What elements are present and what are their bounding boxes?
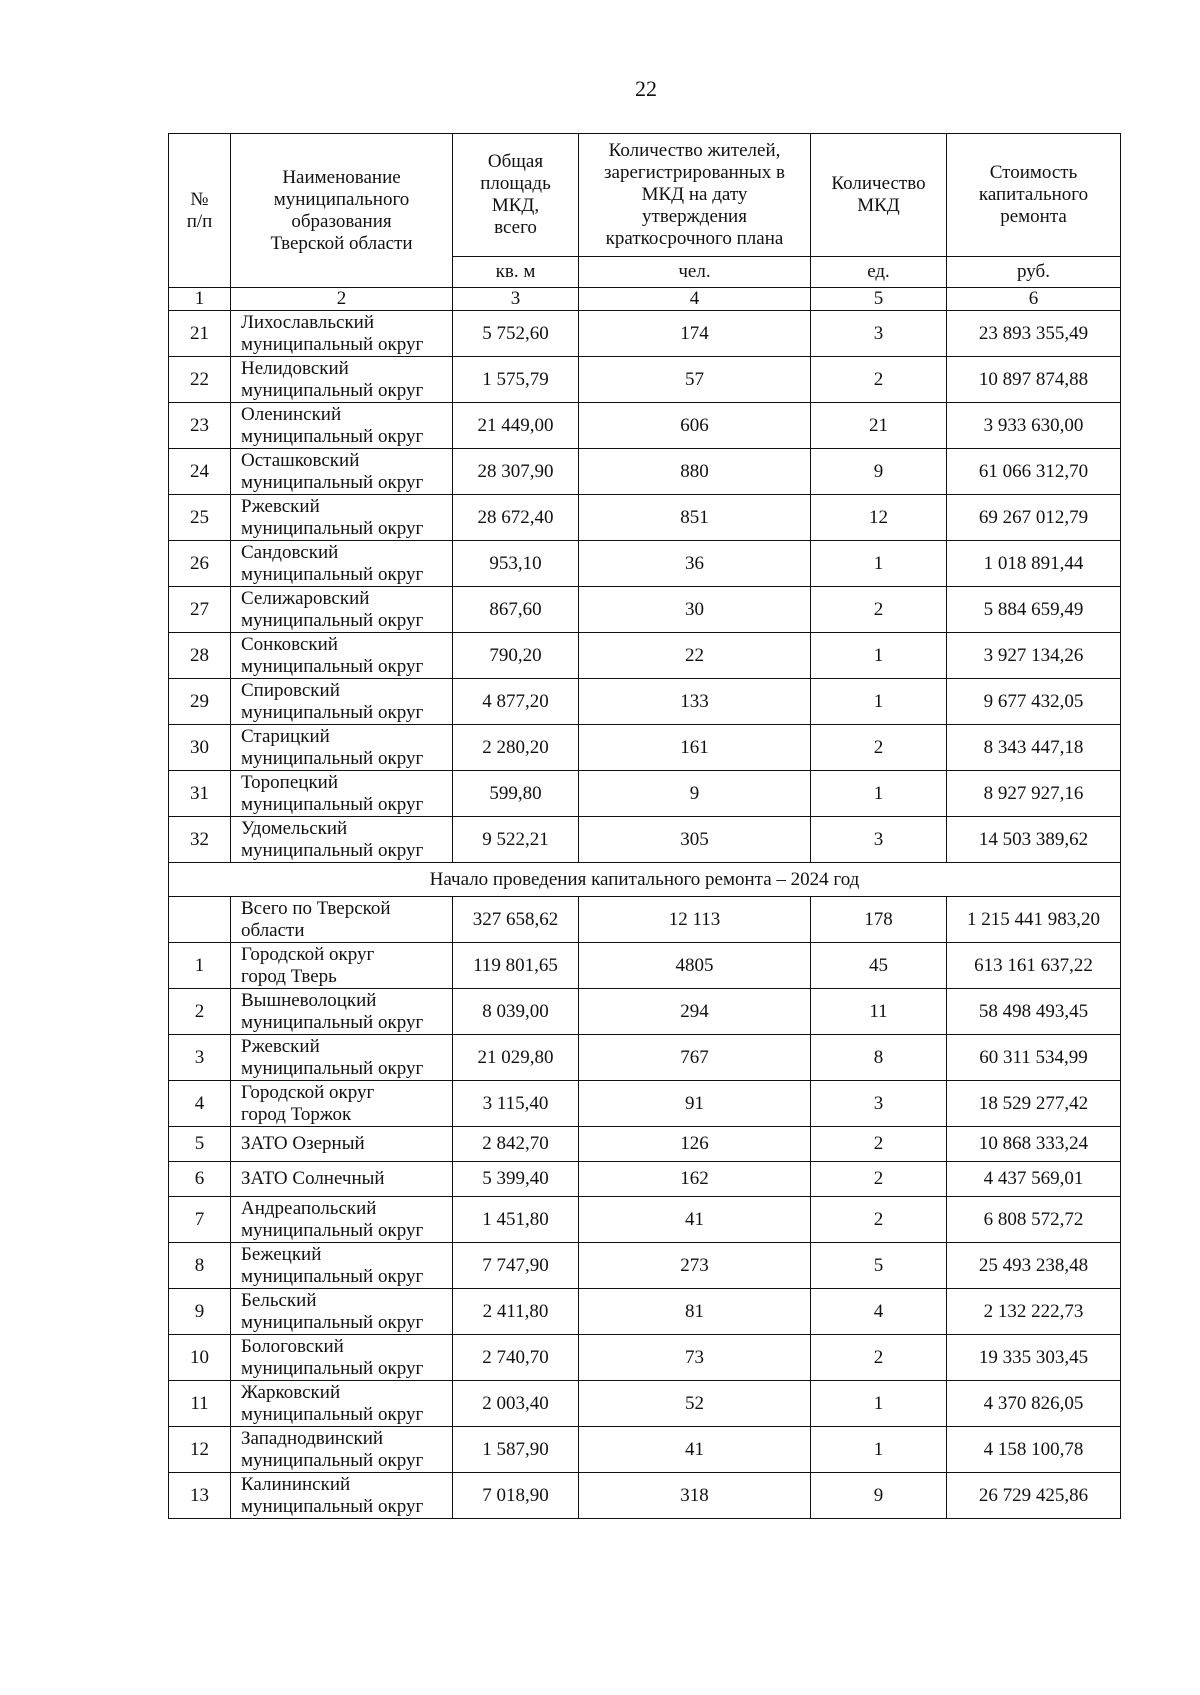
table-row (169, 1127, 1121, 1162)
row-residents: 305 (579, 817, 811, 863)
row-residents: 294 (579, 989, 811, 1035)
table-row (169, 1162, 1121, 1197)
municipality-name-line2: муниципальный округ (241, 1357, 424, 1379)
row-area: 119 801,65 (453, 943, 579, 989)
row-cost: 10 868 333,24 (947, 1127, 1121, 1162)
unit-count: ед. (811, 257, 947, 288)
row-cost: 2 132 222,73 (947, 1289, 1121, 1335)
row-number: 11 (169, 1381, 231, 1427)
row-residents: 41 (579, 1427, 811, 1473)
row-residents: 767 (579, 1035, 811, 1081)
table-row (169, 1035, 1121, 1081)
row-count: 2 (811, 1335, 947, 1381)
municipality-name (231, 1427, 453, 1473)
colnum: 6 (947, 288, 1121, 311)
table-row (169, 1381, 1121, 1427)
table-row (169, 633, 1121, 679)
municipality-name-line1: Бологовский (241, 1335, 344, 1357)
row-area: 1 451,80 (453, 1197, 579, 1243)
row-count: 11 (811, 989, 947, 1035)
page-number: 22 (635, 76, 657, 101)
row-number: 25 (169, 495, 231, 541)
header-name (231, 134, 453, 288)
row-area: 2 740,70 (453, 1335, 579, 1381)
row-number: 5 (169, 1127, 231, 1162)
municipality-name-line2: муниципальный округ (241, 1495, 424, 1517)
table-row (169, 771, 1121, 817)
municipality-name-line2: муниципальный округ (241, 1265, 424, 1287)
row-area: 599,80 (453, 771, 579, 817)
municipality-name-line1: Ржевский (241, 495, 320, 517)
municipality-name-line2: муниципальный округ (241, 1403, 424, 1425)
row-area: 4 877,20 (453, 679, 579, 725)
municipality-name-line1: Удомельский (241, 817, 348, 839)
municipality-name-line2: муниципальный округ (241, 701, 424, 723)
table-row (169, 357, 1121, 403)
row-number: 1 (169, 943, 231, 989)
row-area: 28 672,40 (453, 495, 579, 541)
municipality-name-line1: ЗАТО Солнечный (241, 1168, 385, 1189)
municipality-name (231, 1381, 453, 1427)
row-area: 1 587,90 (453, 1427, 579, 1473)
row-count: 4 (811, 1289, 947, 1335)
table-row (169, 403, 1121, 449)
municipality-name (231, 449, 453, 495)
municipality-name-line1: Оленинский (241, 403, 342, 425)
row-area: 7 018,90 (453, 1473, 579, 1519)
row-count: 9 (811, 449, 947, 495)
municipality-name (231, 1473, 453, 1519)
municipality-name (231, 679, 453, 725)
row-cost: 8 343 447,18 (947, 725, 1121, 771)
row-cost: 6 808 572,72 (947, 1197, 1121, 1243)
colnum: 4 (579, 288, 811, 311)
municipality-name-line1: Осташковский (241, 449, 360, 471)
row-residents: 57 (579, 357, 811, 403)
table-row (169, 311, 1121, 357)
row-number: 8 (169, 1243, 231, 1289)
municipality-name (231, 541, 453, 587)
municipality-name-line2: области (241, 919, 305, 941)
municipality-name-line2: муниципальный округ (241, 1311, 424, 1333)
row-count: 2 (811, 1162, 947, 1197)
row-cost: 23 893 355,49 (947, 311, 1121, 357)
municipality-name (231, 1197, 453, 1243)
row-area: 9 522,21 (453, 817, 579, 863)
row-count: 5 (811, 1243, 947, 1289)
row-area: 790,20 (453, 633, 579, 679)
municipality-name-line1: Бежецкий (241, 1243, 322, 1265)
municipality-name-line2: город Тверь (241, 965, 337, 987)
header-row (169, 134, 1121, 257)
municipality-name (231, 989, 453, 1035)
header-area-text: Общая площадь МКД, всего (480, 151, 551, 238)
municipality-name-line2: муниципальный округ (241, 333, 424, 355)
section-row (169, 863, 1121, 897)
row-area: 867,60 (453, 587, 579, 633)
municipality-name-line2: муниципальный округ (241, 1057, 424, 1079)
municipality-name (231, 725, 453, 771)
row-count: 2 (811, 357, 947, 403)
row-cost: 1 215 441 983,20 (947, 897, 1121, 943)
municipality-name (231, 1127, 453, 1162)
municipality-name-line1: Торопецкий (241, 771, 339, 793)
row-residents: 161 (579, 725, 811, 771)
municipality-name-line2: муниципальный округ (241, 655, 424, 677)
row-area: 953,10 (453, 541, 579, 587)
table-row (169, 679, 1121, 725)
row-number: 27 (169, 587, 231, 633)
municipality-name (231, 1162, 453, 1197)
row-residents: 22 (579, 633, 811, 679)
municipality-name-line1: Ржевский (241, 1035, 320, 1057)
row-area: 327 658,62 (453, 897, 579, 943)
capital-repair-table (168, 133, 1121, 1519)
municipality-name-line1: ЗАТО Озерный (241, 1133, 365, 1154)
municipality-name (231, 943, 453, 989)
colnum: 1 (169, 288, 231, 311)
header-count (811, 134, 947, 257)
municipality-name-line2: муниципальный округ (241, 1011, 424, 1033)
column-numbers-row (169, 288, 1121, 311)
row-count: 1 (811, 1427, 947, 1473)
table-row (169, 495, 1121, 541)
row-cost: 25 493 238,48 (947, 1243, 1121, 1289)
unit-cost: руб. (947, 257, 1121, 288)
municipality-name-line1: Городской округ (241, 1081, 375, 1103)
municipality-name-line1: Нелидовский (241, 357, 349, 379)
municipality-name-line1: Сонковский (241, 633, 338, 655)
municipality-name-line2: город Торжок (241, 1103, 352, 1125)
row-number: 30 (169, 725, 231, 771)
header-cost (947, 134, 1121, 257)
municipality-name-line1: Всего по Тверской (241, 897, 391, 919)
municipality-name-line2: муниципальный округ (241, 1219, 424, 1241)
row-cost: 3 933 630,00 (947, 403, 1121, 449)
row-cost: 9 677 432,05 (947, 679, 1121, 725)
row-residents: 12 113 (579, 897, 811, 943)
row-area: 2 003,40 (453, 1381, 579, 1427)
municipality-name-line2: муниципальный округ (241, 747, 424, 769)
row-cost: 61 066 312,70 (947, 449, 1121, 495)
row-count: 1 (811, 771, 947, 817)
row-residents: 318 (579, 1473, 811, 1519)
header-area (453, 134, 579, 257)
municipality-name-line1: Городской округ (241, 943, 375, 965)
row-number: 28 (169, 633, 231, 679)
colnum: 5 (811, 288, 947, 311)
row-count: 12 (811, 495, 947, 541)
table-row (169, 1197, 1121, 1243)
municipality-name-line2: муниципальный округ (241, 379, 424, 401)
municipality-name-line2: муниципальный округ (241, 1449, 424, 1471)
table-row (169, 1081, 1121, 1127)
municipality-name (231, 1081, 453, 1127)
row-residents: 851 (579, 495, 811, 541)
header-cost-text: Стоимость капитального ремонта (978, 162, 1089, 227)
row-count: 9 (811, 1473, 947, 1519)
municipality-name-line2: муниципальный округ (241, 563, 424, 585)
row-number: 6 (169, 1162, 231, 1197)
unit-residents: чел. (579, 257, 811, 288)
table-row (169, 1243, 1121, 1289)
table-row (169, 541, 1121, 587)
row-cost: 613 161 637,22 (947, 943, 1121, 989)
municipality-name-line1: Жарковский (241, 1381, 341, 1403)
municipality-name-line2: муниципальный округ (241, 517, 424, 539)
row-number: 9 (169, 1289, 231, 1335)
table-row (169, 817, 1121, 863)
row-cost: 8 927 927,16 (947, 771, 1121, 817)
row-cost: 69 267 012,79 (947, 495, 1121, 541)
municipality-name-line2: муниципальный округ (241, 839, 424, 861)
municipality-name (231, 311, 453, 357)
row-number: 32 (169, 817, 231, 863)
row-number: 31 (169, 771, 231, 817)
row-residents: 880 (579, 449, 811, 495)
municipality-name (231, 633, 453, 679)
header-residents (579, 134, 811, 257)
row-count: 1 (811, 679, 947, 725)
table-row (169, 943, 1121, 989)
row-area: 28 307,90 (453, 449, 579, 495)
table-row (169, 1289, 1121, 1335)
row-cost: 18 529 277,42 (947, 1081, 1121, 1127)
municipality-name-line1: Западнодвинский (241, 1427, 384, 1449)
row-count: 2 (811, 1127, 947, 1162)
table-body (169, 134, 1121, 1519)
row-number: 22 (169, 357, 231, 403)
row-residents: 162 (579, 1162, 811, 1197)
row-cost: 4 158 100,78 (947, 1427, 1121, 1473)
municipality-name-line1: Вышневолоцкий (241, 989, 377, 1011)
row-residents: 9 (579, 771, 811, 817)
row-number: 2 (169, 989, 231, 1035)
row-count: 2 (811, 587, 947, 633)
section-title: Начало проведения капитального ремонта – 2024 год (169, 863, 1121, 897)
table-row (169, 1335, 1121, 1381)
row-count: 1 (811, 633, 947, 679)
row-cost: 19 335 303,45 (947, 1335, 1121, 1381)
row-number: 26 (169, 541, 231, 587)
row-residents: 41 (579, 1197, 811, 1243)
total-row (169, 897, 1121, 943)
row-area: 2 411,80 (453, 1289, 579, 1335)
row-number: 13 (169, 1473, 231, 1519)
row-count: 178 (811, 897, 947, 943)
row-area: 8 039,00 (453, 989, 579, 1035)
row-area: 2 842,70 (453, 1127, 579, 1162)
row-count: 1 (811, 1381, 947, 1427)
municipality-name-line1: Бельский (241, 1289, 317, 1311)
municipality-name-line1: Калининский (241, 1473, 351, 1495)
row-area: 5 752,60 (453, 311, 579, 357)
header-num-text: № п/п (186, 188, 213, 232)
row-number: 4 (169, 1081, 231, 1127)
row-count: 1 (811, 541, 947, 587)
row-number: 24 (169, 449, 231, 495)
row-area: 21 029,80 (453, 1035, 579, 1081)
table-row (169, 725, 1121, 771)
row-number: 7 (169, 1197, 231, 1243)
municipality-name (231, 1035, 453, 1081)
row-count: 8 (811, 1035, 947, 1081)
municipality-name-line1: Селижаровский (241, 587, 370, 609)
row-residents: 126 (579, 1127, 811, 1162)
header-num (169, 134, 231, 288)
table-row (169, 449, 1121, 495)
row-number: 3 (169, 1035, 231, 1081)
municipality-name-line2: муниципальный округ (241, 609, 424, 631)
row-residents: 30 (579, 587, 811, 633)
municipality-name (231, 587, 453, 633)
row-cost: 26 729 425,86 (947, 1473, 1121, 1519)
row-number (169, 897, 231, 943)
row-residents: 4805 (579, 943, 811, 989)
row-area: 21 449,00 (453, 403, 579, 449)
row-area: 1 575,79 (453, 357, 579, 403)
colnum: 2 (231, 288, 453, 311)
header-residents-text: Количество жителей, зарегистрированных в МКД на дату утверждения краткосрочного плана (604, 140, 785, 249)
municipality-name (231, 403, 453, 449)
row-cost: 58 498 493,45 (947, 989, 1121, 1035)
table-row (169, 1427, 1121, 1473)
row-residents: 91 (579, 1081, 811, 1127)
row-count: 3 (811, 1081, 947, 1127)
row-number: 10 (169, 1335, 231, 1381)
municipality-name-line1: Спировский (241, 679, 340, 701)
municipality-name (231, 817, 453, 863)
row-cost: 1 018 891,44 (947, 541, 1121, 587)
municipality-name-line1: Сандовский (241, 541, 339, 563)
row-area: 7 747,90 (453, 1243, 579, 1289)
colnum: 3 (453, 288, 579, 311)
municipality-name-line2: муниципальный округ (241, 793, 424, 815)
table-row (169, 1473, 1121, 1519)
municipality-name-line2: муниципальный округ (241, 425, 424, 447)
municipality-name-line1: Андреапольский (241, 1197, 377, 1219)
row-count: 3 (811, 311, 947, 357)
row-residents: 174 (579, 311, 811, 357)
row-count: 3 (811, 817, 947, 863)
municipality-name (231, 1289, 453, 1335)
municipality-name (231, 1243, 453, 1289)
row-residents: 273 (579, 1243, 811, 1289)
row-residents: 133 (579, 679, 811, 725)
municipality-name (231, 495, 453, 541)
municipality-name (231, 1335, 453, 1381)
row-count: 21 (811, 403, 947, 449)
row-area: 2 280,20 (453, 725, 579, 771)
row-number: 12 (169, 1427, 231, 1473)
row-number: 29 (169, 679, 231, 725)
row-cost: 14 503 389,62 (947, 817, 1121, 863)
row-cost: 60 311 534,99 (947, 1035, 1121, 1081)
table-row (169, 989, 1121, 1035)
municipality-name (231, 897, 453, 943)
municipality-name-line1: Старицкий (241, 725, 330, 747)
municipality-name (231, 771, 453, 817)
row-cost: 4 437 569,01 (947, 1162, 1121, 1197)
table-row (169, 587, 1121, 633)
row-residents: 36 (579, 541, 811, 587)
unit-area: кв. м (453, 257, 579, 288)
row-cost: 10 897 874,88 (947, 357, 1121, 403)
row-cost: 5 884 659,49 (947, 587, 1121, 633)
row-area: 3 115,40 (453, 1081, 579, 1127)
row-area: 5 399,40 (453, 1162, 579, 1197)
row-cost: 3 927 134,26 (947, 633, 1121, 679)
header-name-text: Наименование муниципального образования Тверской области (270, 166, 413, 254)
row-residents: 606 (579, 403, 811, 449)
row-cost: 4 370 826,05 (947, 1381, 1121, 1427)
row-count: 2 (811, 1197, 947, 1243)
row-residents: 73 (579, 1335, 811, 1381)
row-residents: 81 (579, 1289, 811, 1335)
row-residents: 52 (579, 1381, 811, 1427)
row-count: 45 (811, 943, 947, 989)
municipality-name-line2: муниципальный округ (241, 471, 424, 493)
row-count: 2 (811, 725, 947, 771)
header-count-text: Количество МКД (831, 173, 926, 216)
row-number: 23 (169, 403, 231, 449)
municipality-name-line1: Лихославльский (241, 311, 375, 333)
municipality-name (231, 357, 453, 403)
row-number: 21 (169, 311, 231, 357)
